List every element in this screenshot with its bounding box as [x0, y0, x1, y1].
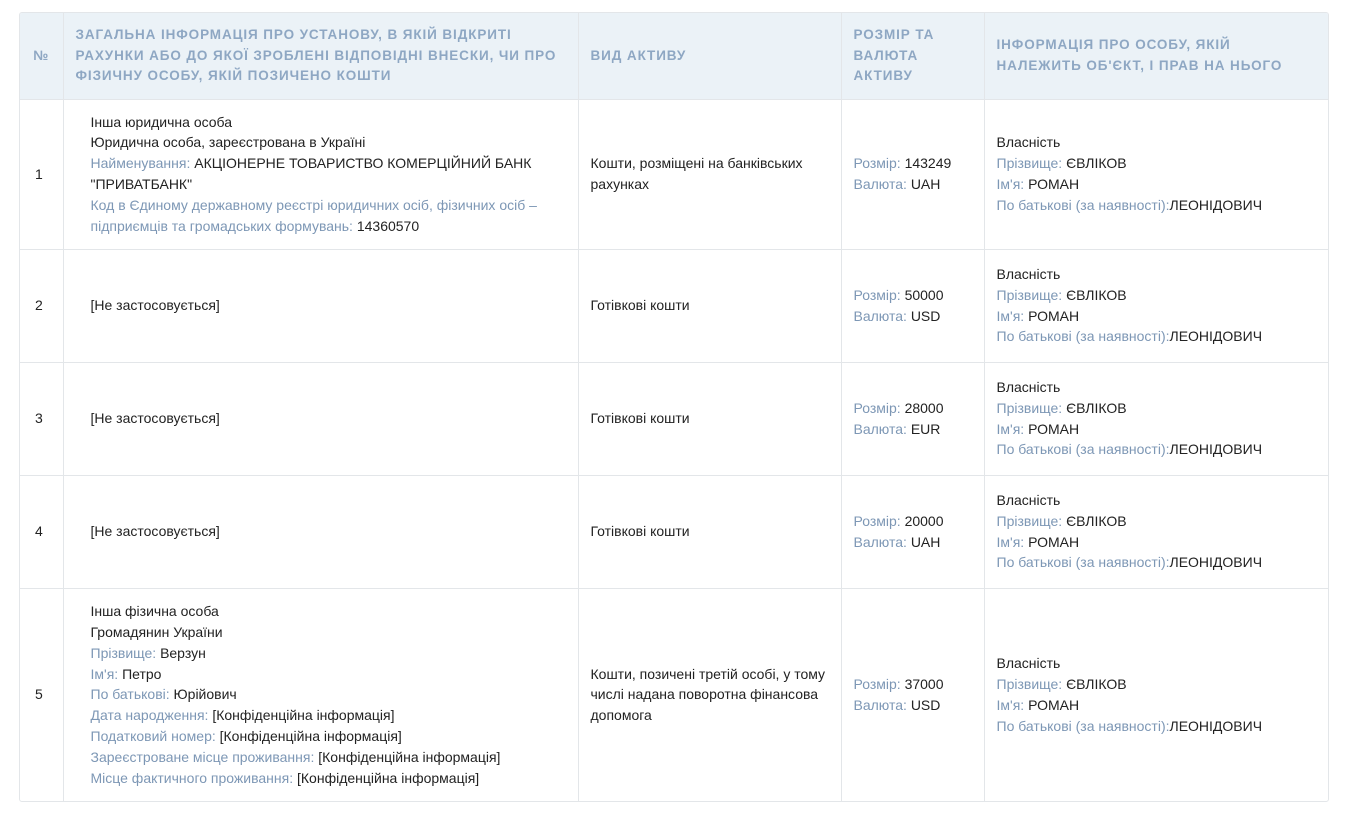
header-num: № — [20, 13, 63, 99]
person-reg-address: [Конфіденційна інформація] — [318, 748, 501, 765]
owner-right: Власність — [996, 655, 1061, 672]
currency-line — [854, 306, 972, 327]
edrpou-label: Код в Єдиному державному реєстрі юридичних осіб, фізичних осіб – підприємців та громадських формувань: — [90, 196, 537, 234]
owner-patronymic-line — [997, 716, 1317, 737]
asset-type-cell: Готівкові кошти — [578, 249, 841, 362]
owner-surname-line — [997, 153, 1317, 174]
size-value: 20000 — [904, 512, 944, 529]
owner-cell — [984, 588, 1328, 801]
owner-right: Власність — [996, 491, 1061, 508]
row-num: 4 — [20, 475, 63, 588]
currency-value: UAH — [910, 176, 941, 192]
table-row — [20, 475, 1328, 588]
amount-cell — [841, 475, 984, 588]
person-actual-address: [Конфіденційна інформація] — [297, 769, 480, 786]
row-num: 2 — [20, 249, 63, 362]
owner-given-name: РОМАН — [1028, 307, 1080, 324]
asset-type-cell: Готівкові кошти — [578, 362, 841, 475]
size-label: Розмір: — [853, 399, 905, 416]
currency-value: USD — [910, 696, 941, 713]
table-row — [20, 99, 1328, 249]
owner-name-line — [997, 419, 1317, 440]
owner-cell — [984, 249, 1328, 362]
header-owner: ІНФОРМАЦІЯ ПРО ОСОБУ, ЯКІЙ НАЛЕЖИТЬ ОБ'ЄКТ, І ПРАВ НА НЬОГО — [984, 13, 1328, 99]
owner-name-line — [997, 695, 1317, 716]
patronymic-label: По батькові (за наявності): — [996, 196, 1170, 213]
institution-cell — [63, 99, 578, 249]
person-surname: Верзун — [160, 644, 206, 661]
size-line — [854, 398, 972, 419]
header-institution: ЗАГАЛЬНА ІНФОРМАЦІЯ ПРО УСТАНОВУ, В ЯКІЙ ВІДКРИТІ РАХУНКИ АБО ДО ЯКОЇ ЗРОБЛЕНІ ВІДПОВІДНІ ВНЕСКИ, ЧИ ПРО ФІЗИЧНУ ОСОБУ, ЯКІЙ ПОЗИЧЕНО КОШТИ — [63, 13, 578, 99]
owner-patronymic: ЛЕОНІДОВИЧ — [1169, 196, 1263, 213]
institution-cell — [63, 588, 578, 801]
currency-line — [854, 174, 972, 195]
currency-value: USD — [910, 307, 941, 324]
size-value: 37000 — [904, 675, 944, 692]
currency-label: Валюта: — [853, 696, 911, 713]
owner-surname: ЄВЛІКОВ — [1066, 155, 1127, 172]
currency-line — [854, 695, 972, 716]
owner-patronymic: ЛЕОНІДОВИЧ — [1169, 717, 1263, 734]
owner-surname-line — [997, 674, 1317, 695]
currency-label: Валюта: — [853, 533, 911, 550]
person-type: Інша фізична особа — [90, 603, 219, 620]
owner-right: Власність — [996, 378, 1061, 395]
tax-number-label: Податковий номер: — [90, 727, 220, 744]
patronymic-label: По батькові (за наявності): — [996, 717, 1170, 734]
currency-line — [854, 532, 972, 553]
currency-value: UAH — [910, 533, 941, 550]
institution-edrpou-line — [91, 195, 566, 237]
owner-name-line — [997, 532, 1317, 553]
surname-label: Прізвище: — [996, 399, 1067, 416]
name-label: Найменування: — [90, 155, 195, 172]
size-label: Розмір: — [853, 155, 905, 172]
given-name-label: Ім'я: — [996, 696, 1029, 713]
given-name-label: Ім'я: — [996, 307, 1029, 324]
asset-type-cell: Готівкові кошти — [578, 475, 841, 588]
size-line — [854, 674, 972, 695]
person-patronymic: Юрійович — [173, 686, 237, 703]
person-citizenship: Громадянин України — [90, 623, 223, 640]
actual-address-label: Місце фактичного проживання: — [90, 769, 297, 786]
owner-name-line — [997, 174, 1317, 195]
owner-patronymic-line — [997, 552, 1317, 573]
table-row — [20, 249, 1328, 362]
size-value: 143249 — [904, 155, 952, 172]
currency-label: Валюта: — [853, 176, 911, 192]
institution-name-line — [91, 153, 566, 195]
surname-label: Прізвище: — [996, 512, 1067, 529]
owner-surname: ЄВЛІКОВ — [1066, 286, 1127, 303]
surname-label: Прізвище: — [996, 155, 1067, 172]
person-name-line — [91, 664, 566, 685]
person-birth-date-line — [91, 705, 566, 726]
owner-surname: ЄВЛІКОВ — [1066, 675, 1127, 692]
assets-table-grid — [20, 13, 1328, 801]
currency-label: Валюта: — [853, 307, 911, 324]
row-num: 5 — [20, 588, 63, 801]
given-name-label: Ім'я: — [996, 176, 1029, 192]
owner-cell — [984, 475, 1328, 588]
person-tax-number-line — [91, 726, 566, 747]
patronymic-label: По батькові (за наявності): — [996, 441, 1170, 458]
header-asset-type: ВИД АКТИВУ — [578, 13, 841, 99]
amount-cell — [841, 588, 984, 801]
size-line — [854, 153, 972, 174]
size-label: Розмір: — [853, 512, 905, 529]
table-header-row — [20, 13, 1328, 99]
owner-given-name: РОМАН — [1028, 176, 1080, 192]
size-value: 28000 — [904, 399, 944, 416]
owner-right: Власність — [996, 265, 1061, 282]
institution-cell: [Не застосовується] — [63, 362, 578, 475]
reg-address-label: Зареєстроване місце проживання: — [90, 748, 319, 765]
size-value: 50000 — [904, 286, 944, 303]
owner-patronymic: ЛЕОНІДОВИЧ — [1169, 328, 1263, 345]
asset-type-cell: Кошти, позичені третій особі, у тому числі надана поворотна фінансова допомога — [578, 588, 841, 801]
given-name-label: Ім'я: — [90, 665, 123, 682]
institution-cell: [Не застосовується] — [63, 249, 578, 362]
owner-surname-line — [997, 285, 1317, 306]
person-actual-address-line — [91, 768, 566, 789]
institution-cell: [Не застосовується] — [63, 475, 578, 588]
owner-patronymic-line — [997, 326, 1317, 347]
surname-label: Прізвище: — [996, 675, 1067, 692]
owner-patronymic-line — [997, 195, 1317, 216]
person-tax-number: [Конфіденційна інформація] — [219, 727, 402, 744]
row-num: 3 — [20, 362, 63, 475]
currency-value: EUR — [910, 420, 941, 437]
patronymic-label: По батькові (за наявності): — [996, 554, 1170, 571]
owner-given-name: РОМАН — [1028, 696, 1080, 713]
owner-patronymic: ЛЕОНІДОВИЧ — [1169, 441, 1263, 458]
patronymic-label: По батькові: — [90, 686, 174, 703]
owner-patronymic-line — [997, 439, 1317, 460]
institution-edrpou: 14360570 — [356, 217, 420, 234]
owner-patronymic: ЛЕОНІДОВИЧ — [1169, 554, 1263, 571]
given-name-label: Ім'я: — [996, 533, 1029, 550]
birth-date-label: Дата народження: — [90, 707, 213, 724]
institution-name: АКЦІОНЕРНЕ ТОВАРИСТВО КОМЕРЦІЙНИЙ БАНК "ПРИВАТБАНК" — [90, 155, 532, 192]
owner-given-name: РОМАН — [1028, 420, 1080, 437]
person-surname-line — [91, 643, 566, 664]
owner-surname-line — [997, 511, 1317, 532]
person-given-name: Петро — [122, 665, 162, 682]
assets-table — [19, 12, 1329, 802]
person-reg-address-line — [91, 747, 566, 768]
surname-label: Прізвище: — [996, 286, 1067, 303]
person-patronymic-line — [91, 684, 566, 705]
table-row — [20, 362, 1328, 475]
owner-cell — [984, 362, 1328, 475]
institution-type: Інша юридична особа — [90, 113, 233, 130]
owner-surname: ЄВЛІКОВ — [1066, 399, 1127, 416]
given-name-label: Ім'я: — [996, 420, 1029, 437]
person-birth-date: [Конфіденційна інформація] — [212, 707, 395, 724]
owner-surname: ЄВЛІКОВ — [1066, 512, 1127, 529]
header-amount: РОЗМІР ТА ВАЛЮТА АКТИВУ — [841, 13, 984, 99]
surname-label: Прізвище: — [90, 644, 161, 661]
size-line — [854, 511, 972, 532]
institution-registration: Юридична особа, зареєстрована в Україні — [90, 134, 366, 151]
amount-cell — [841, 99, 984, 249]
owner-name-line — [997, 306, 1317, 327]
size-label: Розмір: — [853, 286, 905, 303]
table-row — [20, 588, 1328, 801]
owner-right: Власність — [996, 134, 1061, 151]
owner-cell — [984, 99, 1328, 249]
amount-cell — [841, 249, 984, 362]
patronymic-label: По батькові (за наявності): — [996, 328, 1170, 345]
row-num: 1 — [20, 99, 63, 249]
owner-surname-line — [997, 398, 1317, 419]
size-label: Розмір: — [853, 675, 905, 692]
asset-type-cell: Кошти, розміщені на банківських рахунках — [578, 99, 841, 249]
currency-line — [854, 419, 972, 440]
size-line — [854, 285, 972, 306]
owner-given-name: РОМАН — [1028, 533, 1080, 550]
currency-label: Валюта: — [853, 420, 911, 437]
amount-cell — [841, 362, 984, 475]
